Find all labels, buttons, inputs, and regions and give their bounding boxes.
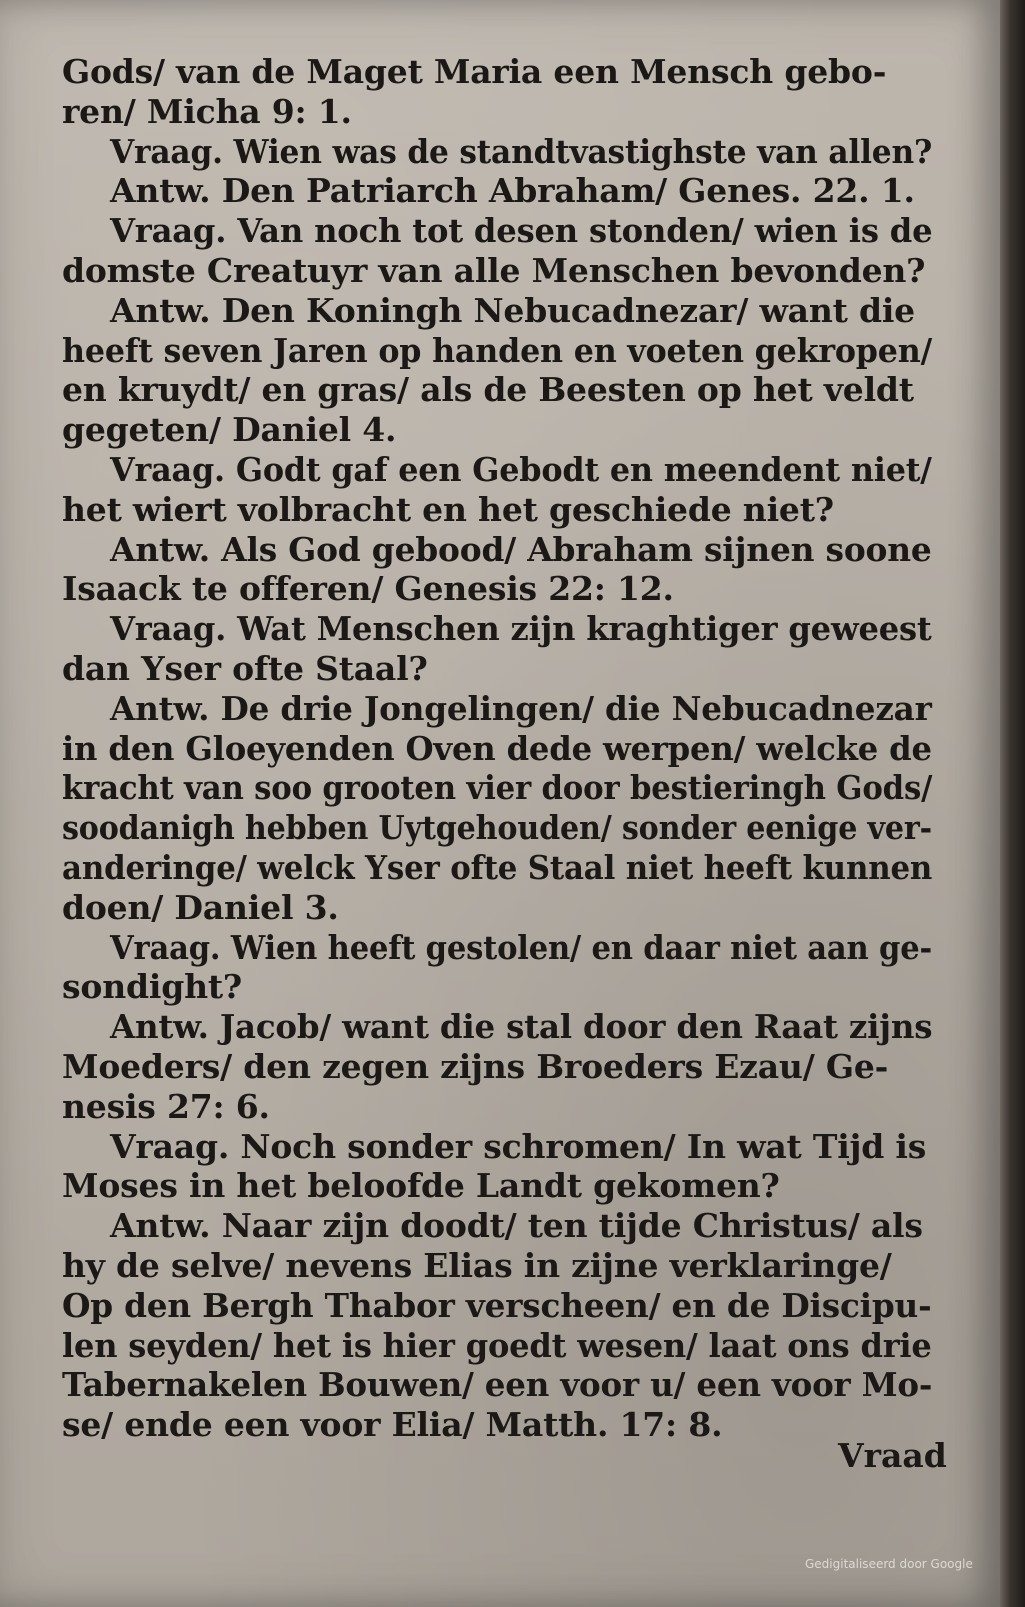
text-line: Vraag. Noch sonder schromen/ In wat Tijd is — [110, 1126, 927, 1166]
text-line: se/ ende een voor Elia/ Matth. 17: 8. — [62, 1405, 723, 1445]
text-line: doen/ Daniel 3. — [62, 887, 339, 927]
text-line: Tabernakelen Bouwen/ een voor u/ een voor Mo- — [62, 1365, 933, 1405]
text-line: Vraag. Van noch tot desen stonden/ wien is de — [110, 211, 933, 251]
text-line: kracht van soo grooten vier door bestieringh Gods/ — [62, 768, 933, 808]
text-line: Antw. De drie Jongelingen/ die Nebucadnezar — [110, 688, 932, 728]
text-line: Antw. Jacob/ want die stal door den Raat zijns — [110, 1007, 933, 1047]
text-line: Antw. Als God gebood/ Abraham sijnen soone — [110, 529, 932, 569]
text-line: Vraag. Wien was de standtvastighste van allen? — [110, 131, 933, 171]
text-line: nesis 27: 6. — [62, 1086, 270, 1126]
text-line: Antw. Den Patriarch Abraham/ Genes. 22. 1. — [110, 171, 915, 211]
page-edge — [1000, 0, 1025, 1607]
text-line: anderinge/ welck Yser ofte Staal niet heeft kunnen — [62, 847, 933, 887]
text-line: in den Gloeyenden Oven dede werpen/ welcke de — [62, 728, 932, 768]
text-line: Vraag. Godt gaf een Gebodt en meendent niet/ — [110, 449, 932, 489]
text-line: Gods/ van de Maget Maria een Mensch gebo- — [62, 52, 887, 91]
text-line: len seyden/ het is hier goedt wesen/ laat ons drie — [62, 1325, 932, 1365]
text-line: Antw. Naar zijn doodt/ ten tijde Christus/ als — [110, 1206, 923, 1246]
text-line: het wiert volbracht en het geschiede niet? — [62, 489, 834, 529]
text-line: hy de selve/ nevens Elias in zijne verklaringe/ — [62, 1245, 892, 1285]
text-line: en kruydt/ en gras/ als de Beesten op het veldt — [62, 370, 914, 410]
text-line: Vraag. Wat Menschen zijn kraghtiger geweest — [110, 609, 932, 649]
text-line: soodanigh hebben Uytgehouden/ sonder eenige ver- — [62, 808, 932, 848]
text-line: Vraag. Wien heeft gestolen/ en daar niet aan ge- — [110, 927, 933, 967]
text-line: domste Creatuyr van alle Menschen bevonden? — [62, 250, 926, 290]
digitization-watermark: Gedigitaliseerd door Google — [805, 1557, 973, 1571]
text-line: sondight? — [62, 967, 243, 1007]
text-line: ren/ Micha 9: 1. — [62, 91, 352, 131]
page-text — [62, 52, 932, 1445]
text-line: heeft seven Jaren op handen en voeten gekropen/ — [62, 330, 932, 370]
text-line: gegeten/ Daniel 4. — [62, 410, 397, 450]
text-line: Op den Bergh Thabor verscheen/ en de Discipu- — [62, 1285, 932, 1325]
text-line: Antw. Den Koningh Nebucadnezar/ want die — [110, 290, 915, 330]
text-line: Moses in het beloofde Landt gekomen? — [62, 1166, 780, 1206]
text-line: Isaack te offeren/ Genesis 22: 12. — [62, 569, 674, 609]
catchword: Vraad — [838, 1436, 947, 1475]
text-line: dan Yser ofte Staal? — [62, 648, 428, 688]
text-line: Moeders/ den zegen zijns Broeders Ezau/ Ge- — [62, 1046, 889, 1086]
